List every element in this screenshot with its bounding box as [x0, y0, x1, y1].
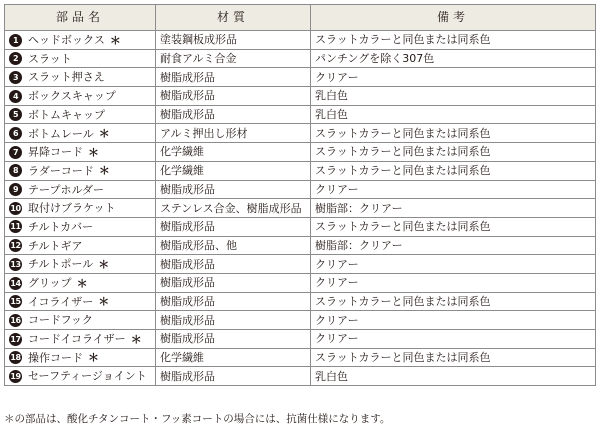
- material-cell: 樹脂成形品: [156, 273, 311, 292]
- material-cell: ステンレス合金、樹脂成形品: [156, 199, 311, 218]
- part-name: ヘッドボックス: [28, 33, 105, 47]
- part-name-cell: [5, 255, 156, 274]
- part-name: チルトカバー: [28, 220, 94, 234]
- part-name: ボトムキャップ: [28, 108, 105, 122]
- antibacterial-mark: ＊: [98, 257, 110, 271]
- table-row: [5, 31, 596, 50]
- header-row: [5, 5, 596, 31]
- part-number-badge: 6: [9, 127, 22, 140]
- material-cell: 樹脂成形品、他: [156, 236, 311, 255]
- part-name: イコライザー: [28, 295, 94, 309]
- material-cell: 化学繊維: [156, 348, 311, 367]
- part-name-cell: [5, 292, 156, 311]
- part-name: 取付けブラケット: [28, 201, 116, 215]
- parts-table-body: [5, 31, 596, 386]
- part-name: スラット: [28, 52, 72, 66]
- material-cell: 樹脂成形品: [156, 367, 311, 386]
- part-name-cell: [5, 180, 156, 199]
- header-material: 材質: [156, 5, 311, 31]
- table-row: [5, 49, 596, 68]
- part-number-badge: 14: [10, 278, 21, 288]
- table-row: [5, 68, 596, 87]
- remarks-cell: クリアー: [311, 255, 596, 274]
- part-name-cell: [5, 161, 156, 180]
- material-cell: 樹脂成形品: [156, 292, 311, 311]
- material-cell: 耐食アルミ合金: [156, 49, 311, 68]
- material-cell: 化学繊維: [156, 161, 311, 180]
- part-number-badge: 12: [10, 241, 21, 251]
- table-row: [5, 180, 596, 199]
- remarks-cell: クリアー: [311, 311, 596, 330]
- part-name: 操作コード: [28, 351, 83, 365]
- part-number-badge: 4: [9, 90, 22, 103]
- part-name: コードイコライザー: [28, 332, 126, 346]
- header-part-name: 部品名: [5, 5, 156, 31]
- part-number-badge: 7: [9, 146, 22, 159]
- material-cell: 化学繊維: [156, 143, 311, 162]
- part-name-cell: [5, 367, 156, 386]
- remarks-cell: クリアー: [311, 68, 596, 87]
- material-cell: 樹脂成形品: [156, 217, 311, 236]
- material-cell: 樹脂成形品: [156, 255, 311, 274]
- table-row: [5, 87, 596, 106]
- part-name-cell: [5, 311, 156, 330]
- part-number-badge: 1: [9, 34, 22, 47]
- table-row: [5, 143, 596, 162]
- part-number-badge: 9: [9, 183, 22, 196]
- table-row: [5, 292, 596, 311]
- part-name: セーフティージョイント: [28, 369, 147, 383]
- part-name: ボトムレール: [28, 127, 94, 141]
- remarks-cell: スラットカラーと同色または同系色: [311, 348, 596, 367]
- part-name-cell: [5, 348, 156, 367]
- material-cell: 樹脂成形品: [156, 68, 311, 87]
- remarks-cell: スラットカラーと同色または同系色: [311, 31, 596, 50]
- remarks-cell: スラットカラーと同色または同系色: [311, 292, 596, 311]
- material-cell: アルミ押出し形材: [156, 124, 311, 143]
- part-number-badge: 10: [10, 203, 21, 213]
- remarks-cell: 乳白色: [311, 87, 596, 106]
- part-number-badge: 17: [10, 334, 21, 344]
- part-name-cell: [5, 330, 156, 349]
- antibacterial-mark: ＊: [88, 351, 99, 365]
- remarks-cell: スラットカラーと同色または同系色: [311, 124, 596, 143]
- antibacterial-mark: ＊: [98, 164, 110, 178]
- material-cell: 樹脂成形品: [156, 87, 311, 106]
- table-row: [5, 199, 596, 218]
- part-name-cell: [5, 68, 156, 87]
- remarks-cell: 樹脂部：クリアー: [311, 199, 596, 218]
- table-row: [5, 236, 596, 255]
- table-row: [5, 311, 596, 330]
- material-cell: 樹脂成形品: [156, 180, 311, 199]
- part-name-cell: [5, 49, 156, 68]
- part-name: チルトギア: [28, 239, 83, 253]
- part-name: スラット押さえ: [28, 70, 105, 84]
- part-name-cell: [5, 273, 156, 292]
- remarks-cell: スラットカラーと同色または同系色: [311, 161, 596, 180]
- part-name-cell: [5, 236, 156, 255]
- part-name-cell: [5, 87, 156, 106]
- remarks-cell: クリアー: [311, 273, 596, 292]
- remarks-cell: スラットカラーと同色または同系色: [311, 143, 596, 162]
- part-name: コードフック: [28, 313, 93, 327]
- material-cell: 樹脂成形品: [156, 311, 311, 330]
- remarks-cell: パンチングを除く307色: [311, 49, 596, 68]
- part-number-badge: 18: [10, 353, 21, 363]
- part-name: チルトポール: [28, 257, 94, 271]
- table-row: [5, 124, 596, 143]
- part-name: ラダーコード: [28, 164, 94, 178]
- part-name-cell: [5, 199, 156, 218]
- remarks-cell: スラットカラーと同色または同系色: [311, 217, 596, 236]
- table-row: [5, 330, 596, 349]
- part-number-badge: 11: [10, 222, 21, 232]
- antibacterial-mark: ＊: [76, 276, 88, 290]
- table-row: [5, 105, 596, 124]
- material-cell: 樹脂成形品: [156, 105, 311, 124]
- antibacterial-mark: ＊: [98, 295, 110, 309]
- remarks-cell: クリアー: [311, 180, 596, 199]
- part-number-badge: 2: [9, 52, 22, 65]
- antibacterial-mark: ＊: [98, 127, 110, 141]
- table-row: [5, 255, 596, 274]
- part-name-cell: [5, 105, 156, 124]
- part-number-badge: 16: [10, 315, 21, 325]
- part-number-badge: 15: [10, 297, 21, 307]
- part-number-badge: 19: [10, 371, 21, 381]
- parts-table: [4, 4, 596, 386]
- remarks-cell: 樹脂部：クリアー: [311, 236, 596, 255]
- table-row: [5, 273, 596, 292]
- part-name: グリップ: [28, 276, 72, 290]
- part-name: 昇降コード: [28, 145, 83, 159]
- part-number-badge: 13: [10, 259, 21, 269]
- part-name-cell: [5, 124, 156, 143]
- parts-table-head: [5, 5, 596, 31]
- antibacterial-mark: ＊: [130, 332, 142, 346]
- header-remarks: 備考: [311, 5, 596, 31]
- part-name: ボックスキャップ: [28, 89, 116, 103]
- part-name-cell: [5, 217, 156, 236]
- antibacterial-mark: ＊: [88, 145, 99, 159]
- antibacterial-mark: ＊: [109, 33, 121, 47]
- part-number-badge: 3: [9, 71, 22, 84]
- footnote: ＊の部品は、酸化チタンコート・フッ素コートの場合には、抗菌仕様になります。: [4, 413, 391, 425]
- table-row: [5, 217, 596, 236]
- part-name-cell: [5, 31, 156, 50]
- part-name: テープホルダー: [28, 183, 105, 197]
- part-number-badge: 5: [9, 108, 22, 121]
- part-number-badge: 8: [9, 164, 22, 177]
- material-cell: 塗装鋼板成形品: [156, 31, 311, 50]
- table-row: [5, 367, 596, 386]
- remarks-cell: 乳白色: [311, 367, 596, 386]
- table-row: [5, 348, 596, 367]
- table-row: [5, 161, 596, 180]
- material-cell: 樹脂成形品: [156, 330, 311, 349]
- part-name-cell: [5, 143, 156, 162]
- remarks-cell: 乳白色: [311, 105, 596, 124]
- remarks-cell: クリアー: [311, 330, 596, 349]
